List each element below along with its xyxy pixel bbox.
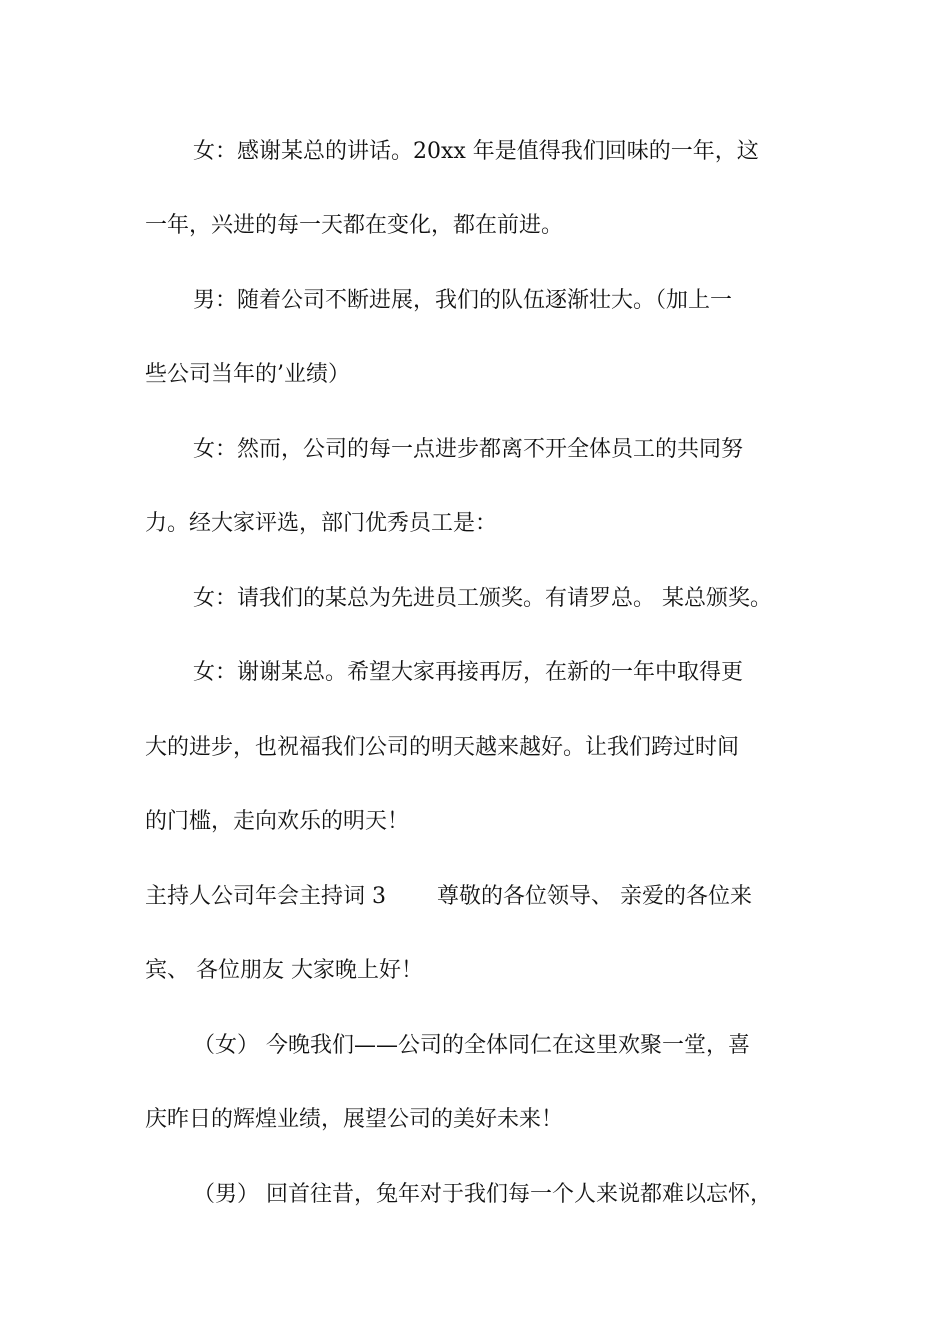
text-line: 女：感谢某总的讲话。20xx 年是值得我们回味的一年，这 (193, 139, 759, 164)
text-line: 一年，兴进的每一天都在变化，都在前进。 (145, 213, 564, 238)
text-line: 的门槛，走向欢乐的明天！ (145, 809, 410, 834)
text-line: 女：谢谢某总。希望大家再接再厉，在新的一年中取得更 (193, 660, 744, 685)
text-line: 庆昨日的辉煌业绩，展望公司的美好未来！ (145, 1107, 564, 1132)
text-line: 大的进步，也祝福我们公司的明天越来越好。让我们跨过时间 (145, 735, 740, 760)
text-line: 宾、 各位朋友 大家晚上好！ (145, 958, 423, 983)
text-line: 男：随着公司不断进展，我们的队伍逐渐壮大。（加上一 (193, 288, 733, 313)
text-line: 力。经大家评选，部门优秀员工是： (145, 511, 498, 536)
text-line: 些公司当年的’业绩） (145, 362, 350, 387)
text-line: 女：请我们的某总为先进员工颁奖。有请罗总。 某总颁奖。 (193, 586, 772, 611)
text-line: 主持人公司年会主持词 3 尊敬的各位领导、 亲爱的各位来 (145, 884, 752, 909)
text-line: 女：然而，公司的每一点进步都离不开全体员工的共同努 (193, 437, 744, 462)
text-line: （男） 回首往昔，兔年对于我们每一个人来说都难以忘怀， (193, 1182, 772, 1207)
text-line: （女） 今晚我们——公司的全体同仁在这里欢聚一堂，喜 (193, 1033, 750, 1058)
